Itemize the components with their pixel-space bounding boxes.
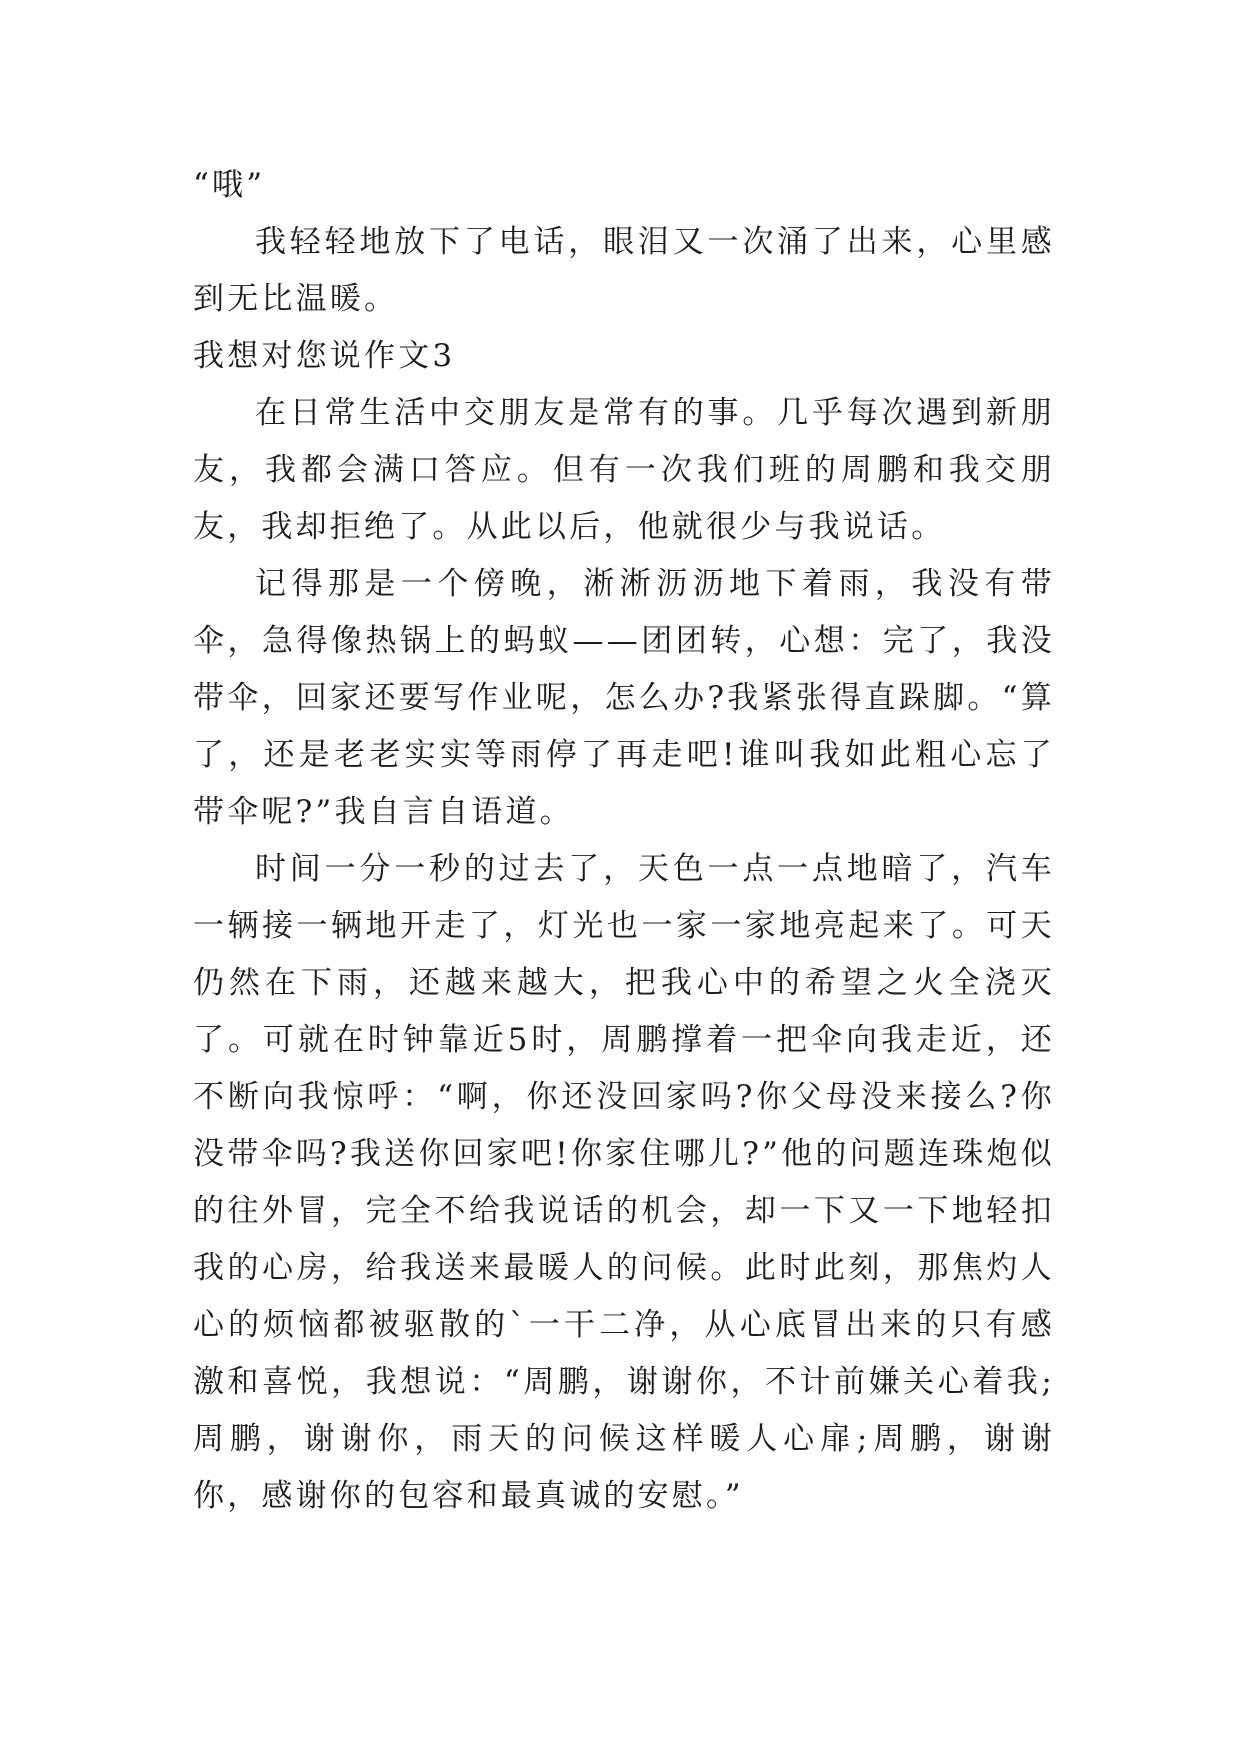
dialogue-line: “哦” [193, 167, 266, 203]
paragraph-friends: 在日常生活中交朋友是常有的事。几乎每次遇到新朋友，我都会满口答应。但有一次我们班的周鹏和我交朋友，我却拒绝了。从此以后，他就很少与我说话。 [193, 395, 1055, 545]
paragraph-rain: 记得那是一个傍晚，淅淅沥沥地下着雨，我没有带伞，急得像热锅上的蚂蚁——团团转，心想：完了，我没带伞，回家还要写作业呢，怎么办?我紧张得直跺脚。“算了，还是老老实实等雨停了再走吧!谁叫我如此粗心忘了带伞呢?”我自言自语道。 [193, 566, 1055, 830]
essay-heading: 我想对您说作文3 [193, 338, 456, 374]
paragraph-hangup: 我轻轻地放下了电话，眼泪又一次涌了出来，心里感到无比温暖。 [193, 224, 1055, 317]
paragraph-time: 时间一分一秒的过去了，天色一点一点地暗了，汽车一辆接一辆地开走了，灯光也一家一家地亮起来了。可天仍然在下雨，还越来越大，把我心中的希望之火全浇灭了。可就在时钟靠近5时，周鹏撑着一把伞向我走近，还不断向我惊呼：“啊，你还没回家吗?你父母没来接么?你没带伞吗?我送你回家吧!你家住哪儿?”他的问题连珠炮似的往外冒，完全不给我说话的机会，却一下又一下地轻扣我的心房，给我送来最暖人的问候。此时此刻，那焦灼人心的烦恼都被驱散的`一干二净，从心底冒出来的只有感激和喜悦，我想说：“周鹏，谢谢你，不计前嫌关心着我;周鹏，谢谢你，雨天的问候这样暖人心扉;周鹏，谢谢你，感谢你的包容和最真诚的安慰。” [193, 851, 1055, 1514]
document-page [193, 157, 1055, 1525]
